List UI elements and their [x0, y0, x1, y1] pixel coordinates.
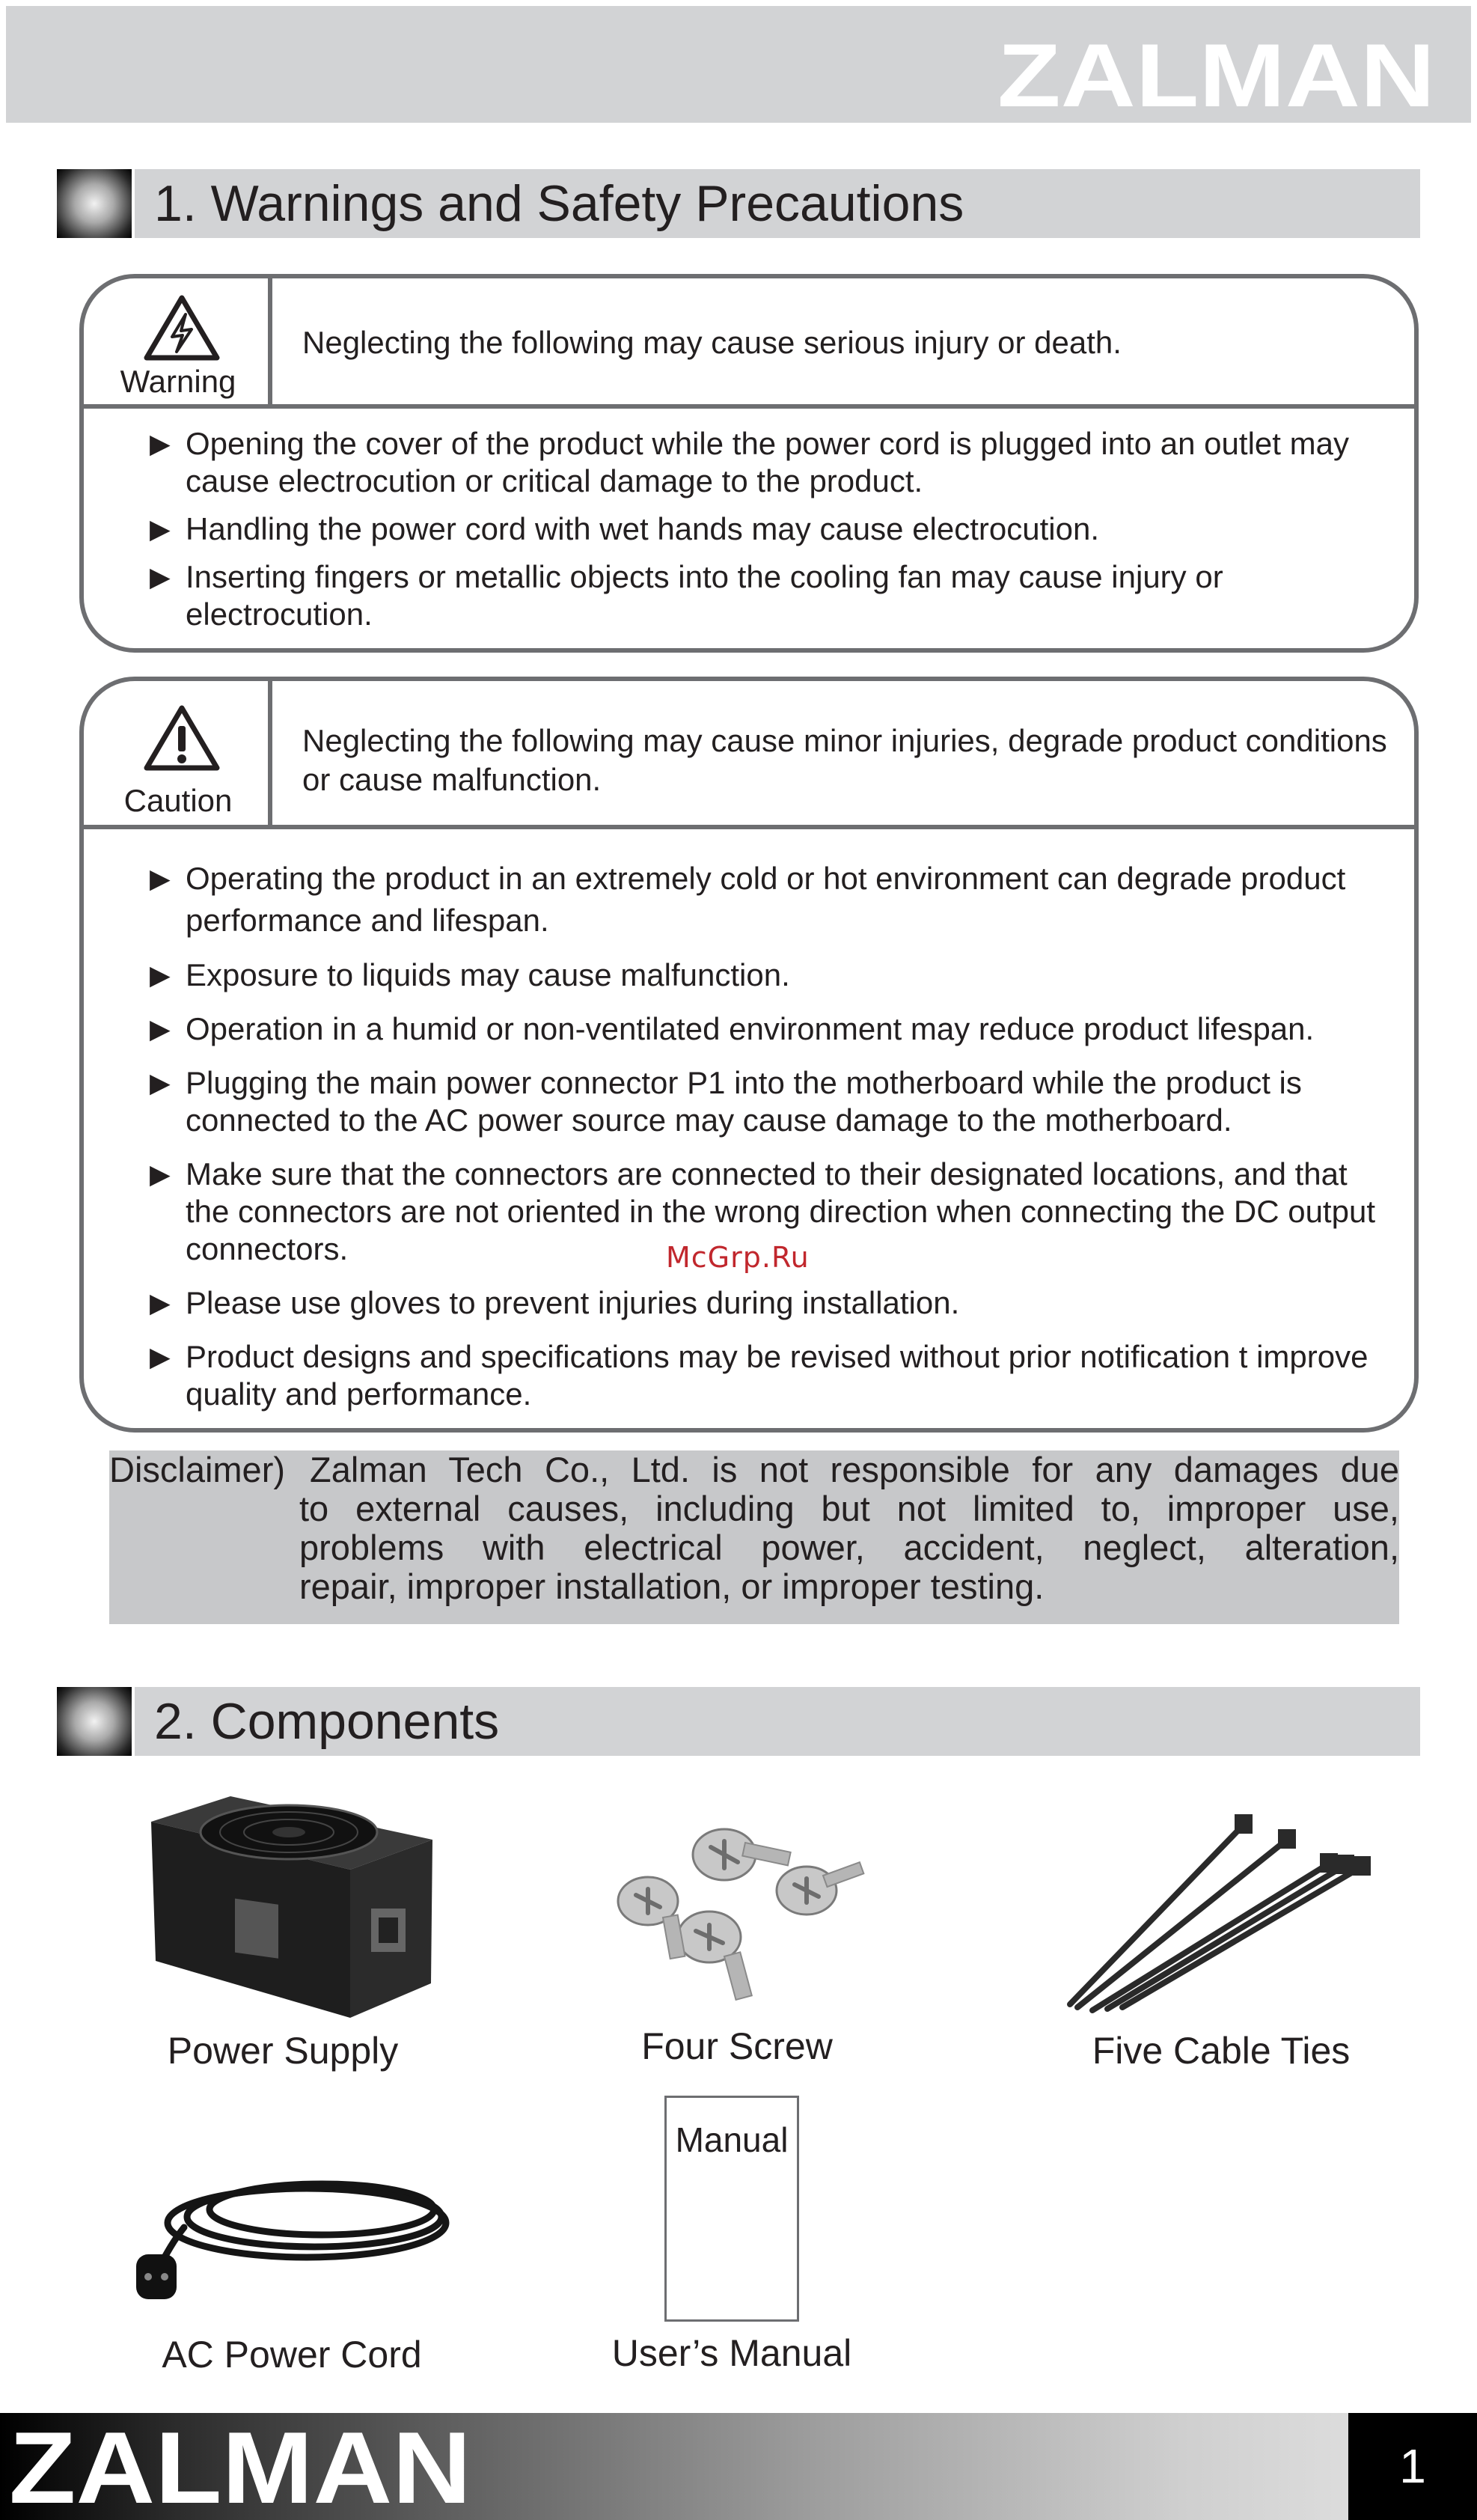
caution-label: Caution	[123, 783, 233, 818]
disclaimer-line: Zalman Tech Co., Ltd. is not responsible for any damages due	[310, 1450, 1399, 1489]
warning-list	[150, 425, 1384, 633]
warning-box	[79, 274, 1419, 653]
caution-list	[150, 858, 1384, 1413]
svg-text:ZALMAN: ZALMAN	[997, 31, 1435, 114]
power-cord-image	[127, 2145, 452, 2310]
caution-box	[79, 677, 1419, 1433]
section-2-header	[57, 1687, 1420, 1756]
disclaimer-text	[299, 1450, 1399, 1606]
power-supply-label: Power Supply	[167, 2030, 399, 2072]
disclaimer-line: repair, improper installation, or improper testing.	[299, 1566, 1045, 1606]
list-item: ▶ Plugging the main power connector P1 into the motherboard while the product is connected to the AC power source may cause damage to the motherboard.	[150, 1064, 1384, 1139]
manual-image	[664, 2096, 799, 2322]
warning-header	[84, 278, 1414, 409]
section-1-title: 1. Warnings and Safety Precautions	[154, 175, 964, 232]
disclaimer-line: problems with electrical power, accident, neglect, alteration,	[299, 1528, 1399, 1567]
section-2-title: 2. Components	[154, 1693, 500, 1750]
cable-ties-label: Five Cable Ties	[1092, 2030, 1351, 2072]
section-bullet-icon	[57, 1687, 132, 1756]
svg-text:ZALMAN: ZALMAN	[9, 2413, 471, 2512]
manual-cover-title: Manual	[675, 2120, 789, 2159]
list-item: ▶ Opening the cover of the product while the power cord is plugged into an outlet may cause electrocution or critical damage to the product.	[150, 425, 1384, 500]
manual-label: User’s Manual	[611, 2332, 852, 2374]
list-item: ▶ Inserting fingers or metallic objects into the cooling fan may cause injury or electrocution.	[150, 558, 1384, 633]
disclaimer-label: Disclaimer)	[109, 1450, 285, 1489]
page-number: 1	[1348, 2413, 1477, 2520]
list-item: ▶ Exposure to liquids may cause malfunction.	[150, 957, 1384, 994]
watermark: McGrp.Ru	[666, 1241, 810, 1274]
caution-header	[84, 681, 1414, 829]
list-item: ▶ Operating the product in an extremely cold or hot environment can degrade product performance and lifespan.	[150, 858, 1384, 942]
disclaimer-box	[109, 1450, 1399, 1624]
warning-intro: Neglecting the following may cause serious injury or death.	[302, 325, 1122, 360]
power-cord-label: AC Power Cord	[162, 2334, 422, 2376]
screws-label: Four Screw	[641, 2025, 833, 2067]
section-bullet-icon	[57, 169, 132, 238]
zalman-footer-logo	[6, 2413, 477, 2512]
power-supply-image	[147, 1796, 435, 2021]
electric-hazard-icon	[142, 293, 221, 362]
disclaimer-line: to external causes, including but not limited to, improper use,	[299, 1489, 1399, 1528]
list-item: ▶ Please use gloves to prevent injuries during installation.	[150, 1284, 1384, 1322]
exclamation-triangle-icon	[142, 704, 221, 772]
list-item: ▶ Handling the power cord with wet hands may cause electrocution.	[150, 510, 1384, 548]
zalman-logo	[994, 31, 1435, 114]
warning-label: Warning	[120, 364, 236, 399]
caution-intro: Neglecting the following may cause minor injuries, degrade product conditions or cause malfunction.	[302, 723, 1387, 797]
cable-ties-image	[1062, 1811, 1384, 2013]
list-item: ▶ Product designs and specifications may be revised without prior notification t improve quality and performance.	[150, 1338, 1384, 1413]
screws-image	[599, 1804, 875, 2010]
section-1-header	[57, 169, 1420, 238]
list-item: ▶ Make sure that the connectors are connected to their designated locations, and that the connectors are not oriented in the wrong direction when connecting the DC output connectors.	[150, 1156, 1384, 1268]
list-item: ▶ Operation in a humid or non-ventilated environment may reduce product lifespan.	[150, 1010, 1384, 1048]
